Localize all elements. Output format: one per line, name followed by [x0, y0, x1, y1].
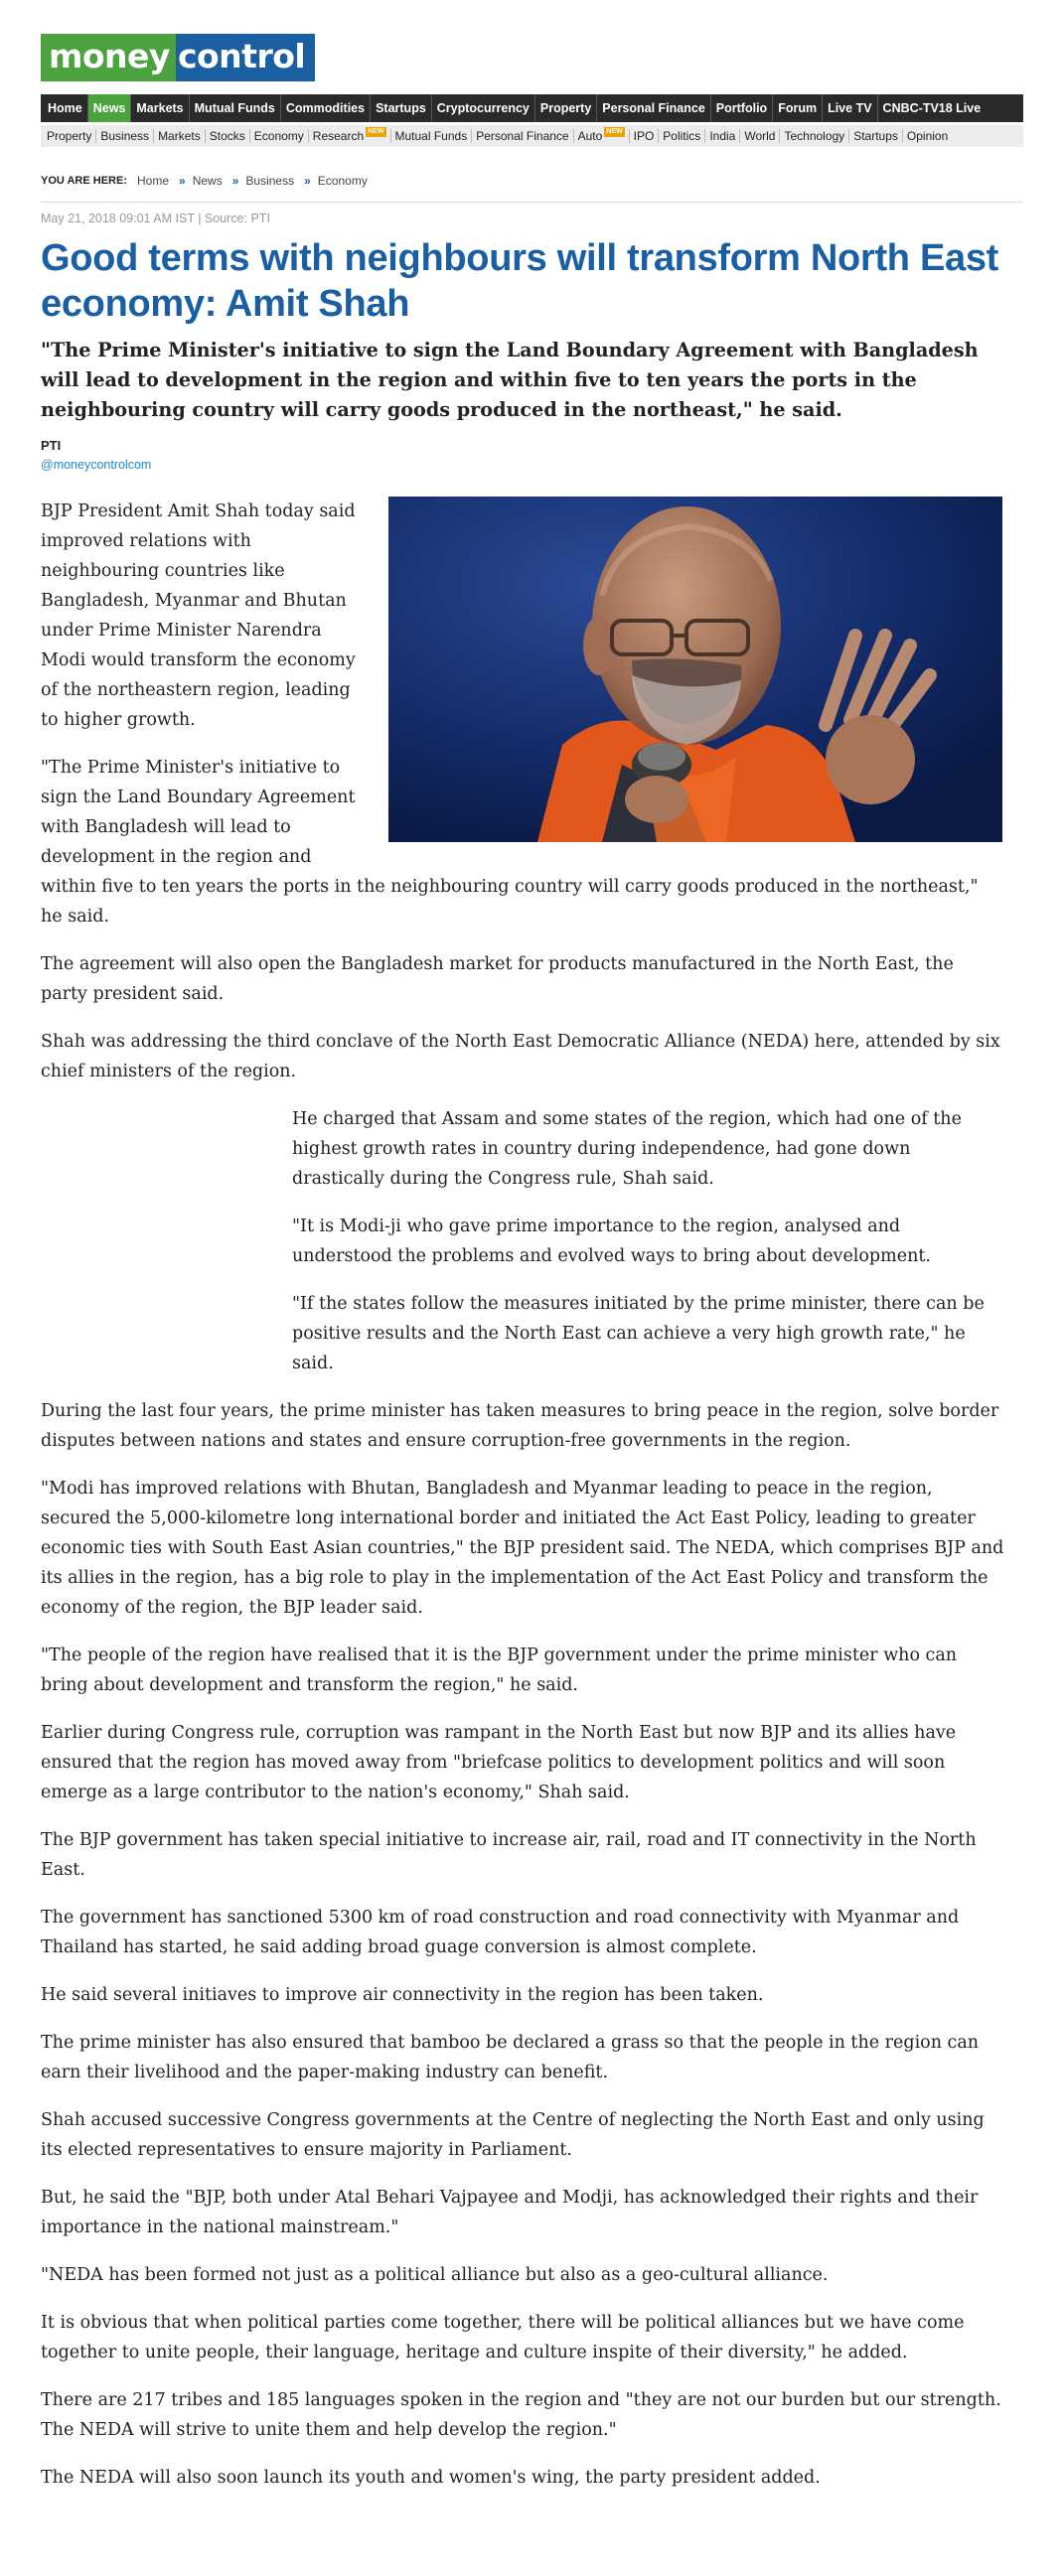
- article-paragraph: The government has sanctioned 5300 km of road construction and road connectivity with Myanmar and Thailand has started, he said adding broad guage conversion is almost complete.: [41, 1908, 960, 1957]
- subnav-item-markets[interactable]: [154, 129, 206, 143]
- article-paragraph: BJP President Amit Shah today said improved relations with neighbouring countries like Bangladesh, Myanmar and Bhutan under Prime Minister Narendra Modi would transform the economy of the northeastern region, leading to higher growth.: [41, 501, 356, 730]
- article-paragraph: He said several initiaves to improve air connectivity in the region has been taken.: [41, 1985, 764, 2005]
- subnav-label: Startups: [853, 129, 898, 143]
- article-title: Good terms with neighbours will transform North East economy: Amit Shah: [41, 237, 999, 325]
- article-paragraph: "The people of the region have realised that it is the BJP government under the prime minister who can bring about development and transform the region," he said.: [41, 1646, 958, 1695]
- breadcrumb-separator-icon: »: [179, 174, 183, 188]
- nav-item-cnbc-tv18-live[interactable]: CNBC-TV18 Live: [882, 101, 982, 115]
- nav-item-mutual-funds[interactable]: Mutual Funds: [190, 94, 281, 122]
- subnav-label: Business: [100, 129, 150, 143]
- paragraphs-closing: [41, 1396, 1004, 2493]
- breadcrumb-prefix: YOU ARE HERE:: [41, 175, 127, 187]
- article-paragraph: It is obvious that when political parties come together, there will be political alliances but we have come together to unite people, their language, heritage and culture inspite of their diversity," he added.: [41, 2313, 965, 2362]
- subnav-item-politics[interactable]: [659, 129, 705, 143]
- nav-item-portfolio[interactable]: Portfolio: [711, 94, 773, 122]
- primary-nav: [41, 94, 1023, 122]
- breadcrumb-item-economy[interactable]: Economy: [317, 174, 368, 188]
- article-paragraph: "If the states follow the measures initiated by the prime minister, there can be positive results and the North East can achieve a very high growth rate," he said.: [292, 1294, 985, 1373]
- article-paragraph: "Modi has improved relations with Bhutan, Bangladesh and Myanmar leading to peace in the region, secured the 5,000-kilometre long international border and initiated the Act East Policy, leading to greater economic ties with South East Asian countries," the BJP president said. The NEDA, which comprises BJP and its allies in the region, has a big role to play in the implementation of the Act East Policy and transform the economy of the region, the BJP leader said.: [41, 1479, 1004, 1618]
- subnav-label: Research: [312, 129, 365, 143]
- secondary-nav: [41, 125, 1023, 147]
- article-summary: "The Prime Minister's initiative to sign the Land Boundary Agreement with Bangladesh will lead to development in the region and within five to ten years the ports in the neighbouring country will carry goods produced in the northeast," he said.: [41, 339, 979, 421]
- article-body: [41, 497, 1004, 2510]
- speaker-photo-illustration: [388, 497, 1002, 842]
- article-paragraph: There are 217 tribes and 185 languages spoken in the region and "they are not our burden but our strength. The NEDA will strive to unite them and help develop the region.": [41, 2390, 1001, 2440]
- logo-part-money: money: [41, 34, 176, 81]
- article-paragraph: "The Prime Minister's initiative to sign the Land Boundary Agreement with Bangladesh will lead to development in the region and within five to ten years the ports in the neighbouring country will carry goods produced in the northeast," he said.: [41, 758, 979, 927]
- article-paragraph: "NEDA has been formed not just as a political alliance but also as a geo-cultural alliance.: [41, 2265, 829, 2285]
- logo-part-control: control: [176, 34, 315, 81]
- article-paragraph: The NEDA will also soon launch its youth and women's wing, the party president added.: [41, 2468, 821, 2488]
- article-photo: [388, 497, 1002, 842]
- article-paragraph: The agreement will also open the Bangladesh market for products manufactured in the North East, the party president said.: [41, 954, 954, 1004]
- nav-item-cryptocurrency[interactable]: Cryptocurrency: [432, 94, 535, 122]
- nav-item-live-tv[interactable]: Live TV: [823, 94, 877, 122]
- article-paragraph: But, he said the "BJP, both under Atal Behari Vajpayee and Modji, has acknowledged their rights and their importance in the national mainstream.": [41, 2188, 979, 2237]
- subnav-item-mutual-funds[interactable]: [391, 129, 473, 143]
- subnav-item-world[interactable]: [740, 129, 780, 143]
- divider: [41, 202, 1023, 203]
- subnav-label: Technology: [784, 129, 845, 143]
- nav-item-markets[interactable]: Markets: [131, 94, 189, 122]
- subnav-label: Property: [47, 129, 92, 143]
- article-paragraph: The BJP government has taken special initiative to increase air, rail, road and IT connectivity in the North East.: [41, 1830, 977, 1880]
- nav-item-news[interactable]: News: [88, 94, 132, 122]
- article-paragraph: Earlier during Congress rule, corruption was rampant in the North East but now BJP and its allies have ensured that the region has moved away from "briefcase politics to development politics and will soon emerge as a large contributor to the nation's economy," Shah said.: [41, 1723, 957, 1802]
- breadcrumb-item-news[interactable]: News: [192, 174, 223, 188]
- breadcrumb-separator-icon: »: [304, 174, 308, 188]
- article-paragraph: Shah was addressing the third conclave of the North East Democratic Alliance (NEDA) here, attended by six chief ministers of the region.: [41, 1032, 1000, 1081]
- subnav-label: Politics: [663, 129, 701, 143]
- new-badge: NEW: [606, 128, 623, 135]
- subnav-label: Mutual Funds: [394, 129, 468, 143]
- nav-item-home[interactable]: Home: [43, 94, 88, 122]
- subnav-item-economy[interactable]: [250, 129, 309, 143]
- subnav-item-stocks[interactable]: [206, 129, 250, 143]
- breadcrumb-separator-icon: »: [231, 174, 236, 188]
- breadcrumb: [41, 174, 368, 188]
- subnav-item-opinion[interactable]: [903, 129, 952, 143]
- subnav-label: IPO: [633, 129, 655, 143]
- breadcrumb-item-home[interactable]: Home: [137, 174, 170, 188]
- new-badge: NEW: [368, 128, 384, 135]
- article-meta: May 21, 2018 09:01 AM IST | Source: PTI: [41, 212, 270, 225]
- article-paragraph: "It is Modi-ji who gave prime importance to the region, analysed and understood the problems and evolved ways to bring about development.: [292, 1216, 931, 1266]
- nav-item-personal-finance[interactable]: Personal Finance: [597, 94, 711, 122]
- subnav-item-india[interactable]: [705, 129, 740, 143]
- subnav-label: World: [744, 129, 776, 143]
- subnav-item-property[interactable]: [43, 129, 96, 143]
- article-author: PTI: [41, 438, 62, 453]
- subnav-label: Personal Finance: [476, 129, 569, 143]
- paragraphs-indented: [41, 1104, 1004, 1378]
- subnav-label: Opinion: [906, 129, 949, 143]
- article-paragraph: During the last four years, the prime minister has taken measures to bring peace in the region, solve border disputes between nations and states and ensure corruption-free governments in the region.: [41, 1401, 999, 1451]
- breadcrumb-item-business[interactable]: Business: [245, 174, 295, 188]
- nav-item-startups[interactable]: Startups: [371, 94, 432, 122]
- nav-item-forum[interactable]: Forum: [773, 94, 823, 122]
- subnav-item-startups[interactable]: [849, 129, 903, 143]
- article-paragraph: He charged that Assam and some states of the region, which had one of the highest growth rates in country during independence, had gone down drastically during the Congress rule, Shah said.: [292, 1109, 962, 1189]
- author-handle-link[interactable]: @moneycontrolcom: [41, 458, 152, 472]
- subnav-item-research[interactable]: [309, 129, 391, 143]
- nav-item-property[interactable]: Property: [535, 94, 597, 122]
- subnav-item-ipo[interactable]: [630, 129, 660, 143]
- subnav-label: Markets: [158, 129, 201, 143]
- subnav-label: Stocks: [209, 129, 245, 143]
- subnav-label: Auto: [577, 129, 603, 143]
- subnav-item-business[interactable]: [96, 129, 154, 143]
- subnav-label: India: [709, 129, 736, 143]
- subnav-item-technology[interactable]: [780, 129, 849, 143]
- subnav-label: Economy: [253, 129, 304, 143]
- article-paragraph: The prime minister has also ensured that bamboo be declared a grass so that the people in the region can earn their livelihood and the paper-making industry can benefit.: [41, 2033, 980, 2082]
- subnav-item-personal-finance[interactable]: [472, 129, 573, 143]
- moneycontrol-logo[interactable]: [41, 34, 315, 81]
- article-paragraph: Shah accused successive Congress governments at the Centre of neglecting the North East and only using its elected representatives to ensure majority in Parliament.: [41, 2110, 985, 2160]
- nav-item-commodities[interactable]: Commodities: [281, 94, 371, 122]
- subnav-item-auto[interactable]: [574, 129, 630, 143]
